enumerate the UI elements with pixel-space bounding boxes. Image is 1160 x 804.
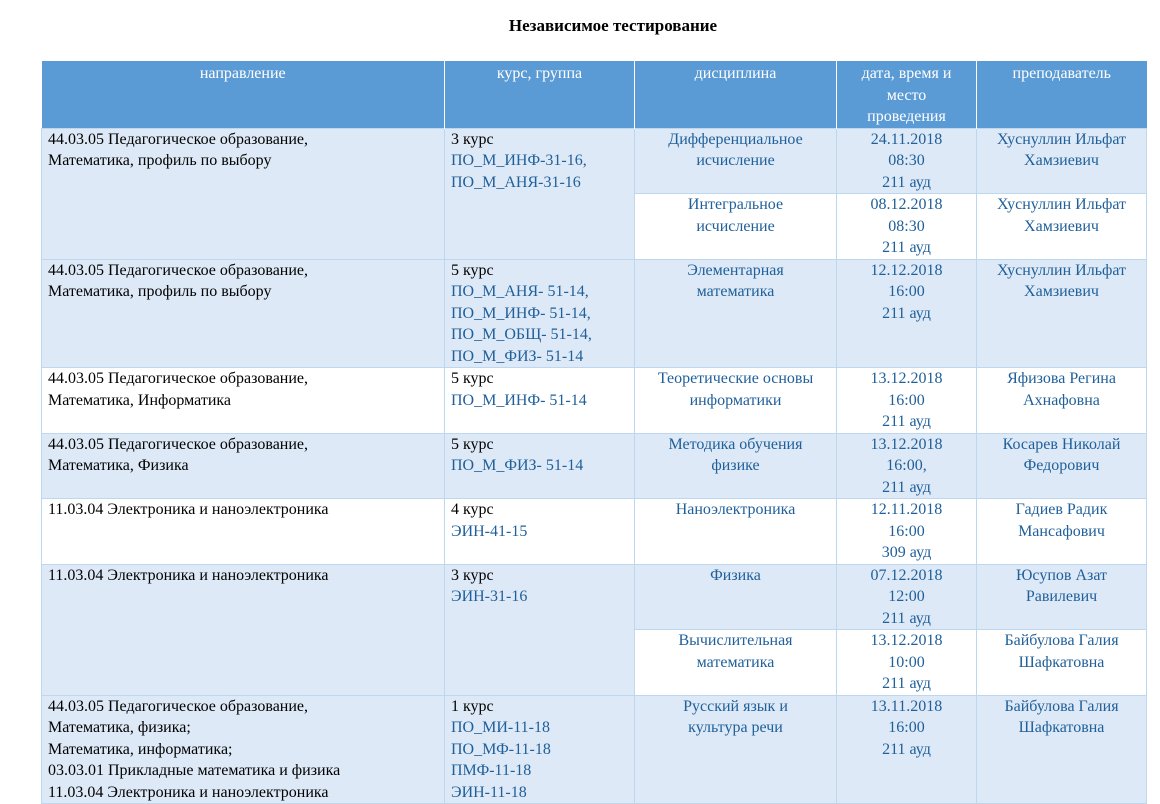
direction-line: Математика, информатика; [48, 740, 233, 758]
course-label: 5 курс [451, 261, 494, 279]
datetime-cell [837, 695, 977, 804]
table-row [42, 433, 1147, 499]
discipline-cell [635, 259, 837, 368]
table-row [42, 259, 1147, 368]
discipline-line: Интегральное [687, 196, 784, 213]
direction-line: 44.03.05 Педагогическое образование, [48, 370, 309, 387]
datetime-cell [837, 564, 977, 630]
discipline-line: культура речи [688, 719, 783, 736]
direction-line: 11.03.04 Электроника и наноэлектроника [48, 783, 329, 801]
room: 211 ауд [882, 304, 931, 322]
direction-cell [42, 564, 445, 695]
teacher-line: Мансафович [1018, 522, 1105, 540]
group-code: ПО_М_ИНФ-31-16, [451, 152, 587, 169]
direction-line: 44.03.05 Педагогическое образование, [48, 697, 309, 715]
course-group-cell [445, 564, 635, 695]
direction-line: Математика, Физика [48, 457, 189, 474]
discipline-line: Элементарная [687, 261, 784, 279]
course-group-cell [445, 128, 635, 259]
discipline-cell [635, 194, 837, 260]
course-group-cell [445, 499, 635, 565]
group-code: ПО_М_ИНФ- 51-14 [451, 391, 587, 409]
teacher-cell [977, 259, 1147, 368]
course-label: 3 курс [451, 130, 494, 148]
discipline-cell [635, 499, 837, 565]
time: 16:00 [888, 719, 925, 736]
direction-line: Математика, физика; [48, 719, 191, 736]
course-group-cell [445, 259, 635, 368]
date: 24.11.2018 [870, 130, 943, 148]
group-code: ЭИН-41-15 [451, 522, 528, 540]
discipline-cell [635, 630, 837, 696]
group-code: ПО_МИ-11-18 [451, 719, 550, 736]
date: 12.11.2018 [870, 501, 943, 518]
teacher-line: Ахнафовна [1023, 391, 1100, 409]
header-datetime-line: дата, время и [861, 65, 952, 82]
discipline-line: математика [696, 283, 775, 300]
room: 211 ауд [882, 478, 931, 496]
group-code: ПО_МФ-11-18 [451, 740, 551, 758]
direction-line: 03.03.01 Прикладные математика и физика [48, 762, 341, 779]
table-row [42, 368, 1147, 434]
date: 12.12.2018 [870, 261, 943, 279]
group-code: ПО_М_ФИЗ- 51-14 [451, 347, 584, 365]
time: 16:00 [888, 522, 925, 540]
discipline-cell [635, 368, 837, 434]
course-label: 4 курс [451, 501, 494, 518]
date: 08.12.2018 [870, 196, 943, 213]
header-teacher: преподаватель [977, 61, 1147, 128]
table-row [42, 564, 1147, 630]
discipline-line: Наноэлектроника [675, 501, 796, 518]
discipline-line: Методика обучения [668, 435, 803, 453]
room: 211 ауд [882, 740, 931, 758]
time: 08:30 [888, 217, 925, 235]
discipline-line: информатики [689, 391, 782, 409]
table-row [42, 695, 1147, 804]
teacher-line: Гадиев Радик [1015, 501, 1108, 518]
datetime-cell [837, 499, 977, 565]
discipline-line: математика [696, 653, 775, 671]
group-code: ПО_М_ОБЩ- 51-14, [451, 326, 592, 343]
time: 12:00 [888, 588, 925, 605]
teacher-line: Яфизова Регина [1007, 370, 1116, 387]
time: 16:00 [888, 283, 925, 300]
teacher-line: Хуснуллин Ильфат [996, 130, 1127, 148]
course-label: 5 курс [451, 435, 494, 453]
direction-line: Математика, профиль по выбору [48, 152, 272, 169]
group-code: ПО_М_АНЯ- 51-14, [451, 283, 589, 300]
discipline-line: исчисление [696, 217, 775, 235]
course-group-cell [445, 368, 635, 434]
teacher-line: Равилевич [1025, 588, 1098, 605]
teacher-line: Шафкатовна [1018, 653, 1105, 671]
teacher-line: Хуснуллин Ильфат [996, 261, 1127, 279]
group-code: ПО_М_ФИЗ- 51-14 [451, 457, 584, 474]
group-code: ПО_М_АНЯ-31-16 [451, 173, 581, 191]
teacher-cell [977, 499, 1147, 565]
direction-cell [42, 499, 445, 565]
discipline-line: исчисление [696, 152, 775, 169]
course-label: 1 курс [451, 697, 494, 715]
teacher-cell [977, 194, 1147, 260]
teacher-cell [977, 630, 1147, 696]
date: 13.11.2018 [870, 697, 943, 715]
course-label: 5 курс [451, 370, 494, 387]
schedule-table [41, 61, 1147, 804]
header-datetime [837, 61, 977, 128]
direction-cell [42, 695, 445, 804]
room: 211 ауд [882, 609, 931, 627]
time: 08:30 [888, 152, 925, 169]
discipline-line: Теоретические основы [657, 370, 814, 387]
datetime-cell [837, 259, 977, 368]
header-datetime-line: проведения [867, 108, 946, 125]
direction-line: 11.03.04 Электроника и наноэлектроника [48, 566, 329, 584]
direction-line: 44.03.05 Педагогическое образование, [48, 130, 309, 148]
datetime-cell [837, 433, 977, 499]
teacher-line: Косарев Николай [1002, 435, 1121, 453]
discipline-line: Физика [710, 566, 761, 584]
room: 211 ауд [882, 239, 931, 256]
direction-line: Математика, Информатика [48, 391, 232, 409]
page-title: Независимое тестирование [508, 16, 718, 35]
teacher-cell [977, 128, 1147, 194]
direction-cell [42, 259, 445, 368]
time: 16:00, [886, 457, 927, 474]
teacher-cell [977, 695, 1147, 804]
discipline-line: Дифференциальное [668, 130, 803, 148]
teacher-line: Хамзиевич [1024, 152, 1099, 169]
teacher-line: Хамзиевич [1024, 217, 1099, 235]
direction-cell [42, 368, 445, 434]
direction-cell [42, 433, 445, 499]
group-code: ЭИН-11-18 [451, 783, 527, 801]
course-label: 3 курс [451, 566, 494, 584]
date: 13.12.2018 [870, 370, 943, 387]
datetime-cell [837, 128, 977, 194]
discipline-line: Русский язык и [683, 697, 788, 715]
course-group-cell [445, 433, 635, 499]
teacher-cell [977, 368, 1147, 434]
table-header-row [42, 61, 1147, 128]
header-direction: направление [42, 61, 445, 128]
course-group-cell [445, 695, 635, 804]
datetime-cell [837, 194, 977, 260]
teacher-line: Юсупов Азат [1015, 566, 1107, 584]
discipline-cell [635, 128, 837, 194]
direction-line: 11.03.04 Электроника и наноэлектроника [48, 501, 329, 518]
group-code: ПО_М_ИНФ- 51-14, [451, 304, 591, 322]
table-row [42, 499, 1147, 565]
teacher-cell [977, 564, 1147, 630]
room: 211 ауд [882, 173, 931, 191]
discipline-line: Вычислительная [678, 632, 793, 649]
group-code: ЭИН-31-16 [451, 588, 528, 605]
discipline-cell [635, 695, 837, 804]
teacher-line: Байбулова Галия [1004, 632, 1119, 649]
time: 16:00 [888, 391, 925, 409]
direction-line: 44.03.05 Педагогическое образование, [48, 435, 309, 453]
room: 309 ауд [881, 544, 932, 561]
direction-cell [42, 128, 445, 259]
teacher-line: Хуснуллин Ильфат [996, 196, 1127, 213]
datetime-cell [837, 368, 977, 434]
discipline-line: физике [711, 457, 760, 474]
header-discipline: дисциплина [635, 61, 837, 128]
discipline-cell [635, 433, 837, 499]
group-code: ПМФ-11-18 [451, 762, 532, 779]
discipline-cell [635, 564, 837, 630]
teacher-cell [977, 433, 1147, 499]
date: 07.12.2018 [870, 566, 943, 584]
direction-line: Математика, профиль по выбору [48, 283, 272, 300]
teacher-line: Шафкатовна [1018, 719, 1105, 736]
date: 13.12.2018 [870, 435, 943, 453]
teacher-line: Байбулова Галия [1004, 697, 1119, 715]
teacher-line: Хамзиевич [1024, 283, 1099, 300]
header-datetime-line: место [886, 86, 927, 104]
teacher-line: Федорович [1023, 457, 1100, 474]
datetime-cell [837, 630, 977, 696]
header-course-group: курс, группа [445, 61, 635, 128]
room: 211 ауд [882, 413, 931, 430]
table-row [42, 128, 1147, 194]
time: 10:00 [888, 653, 925, 671]
date: 13.12.2018 [870, 632, 943, 649]
direction-line: 44.03.05 Педагогическое образование, [48, 261, 309, 279]
room: 211 ауд [882, 675, 931, 692]
